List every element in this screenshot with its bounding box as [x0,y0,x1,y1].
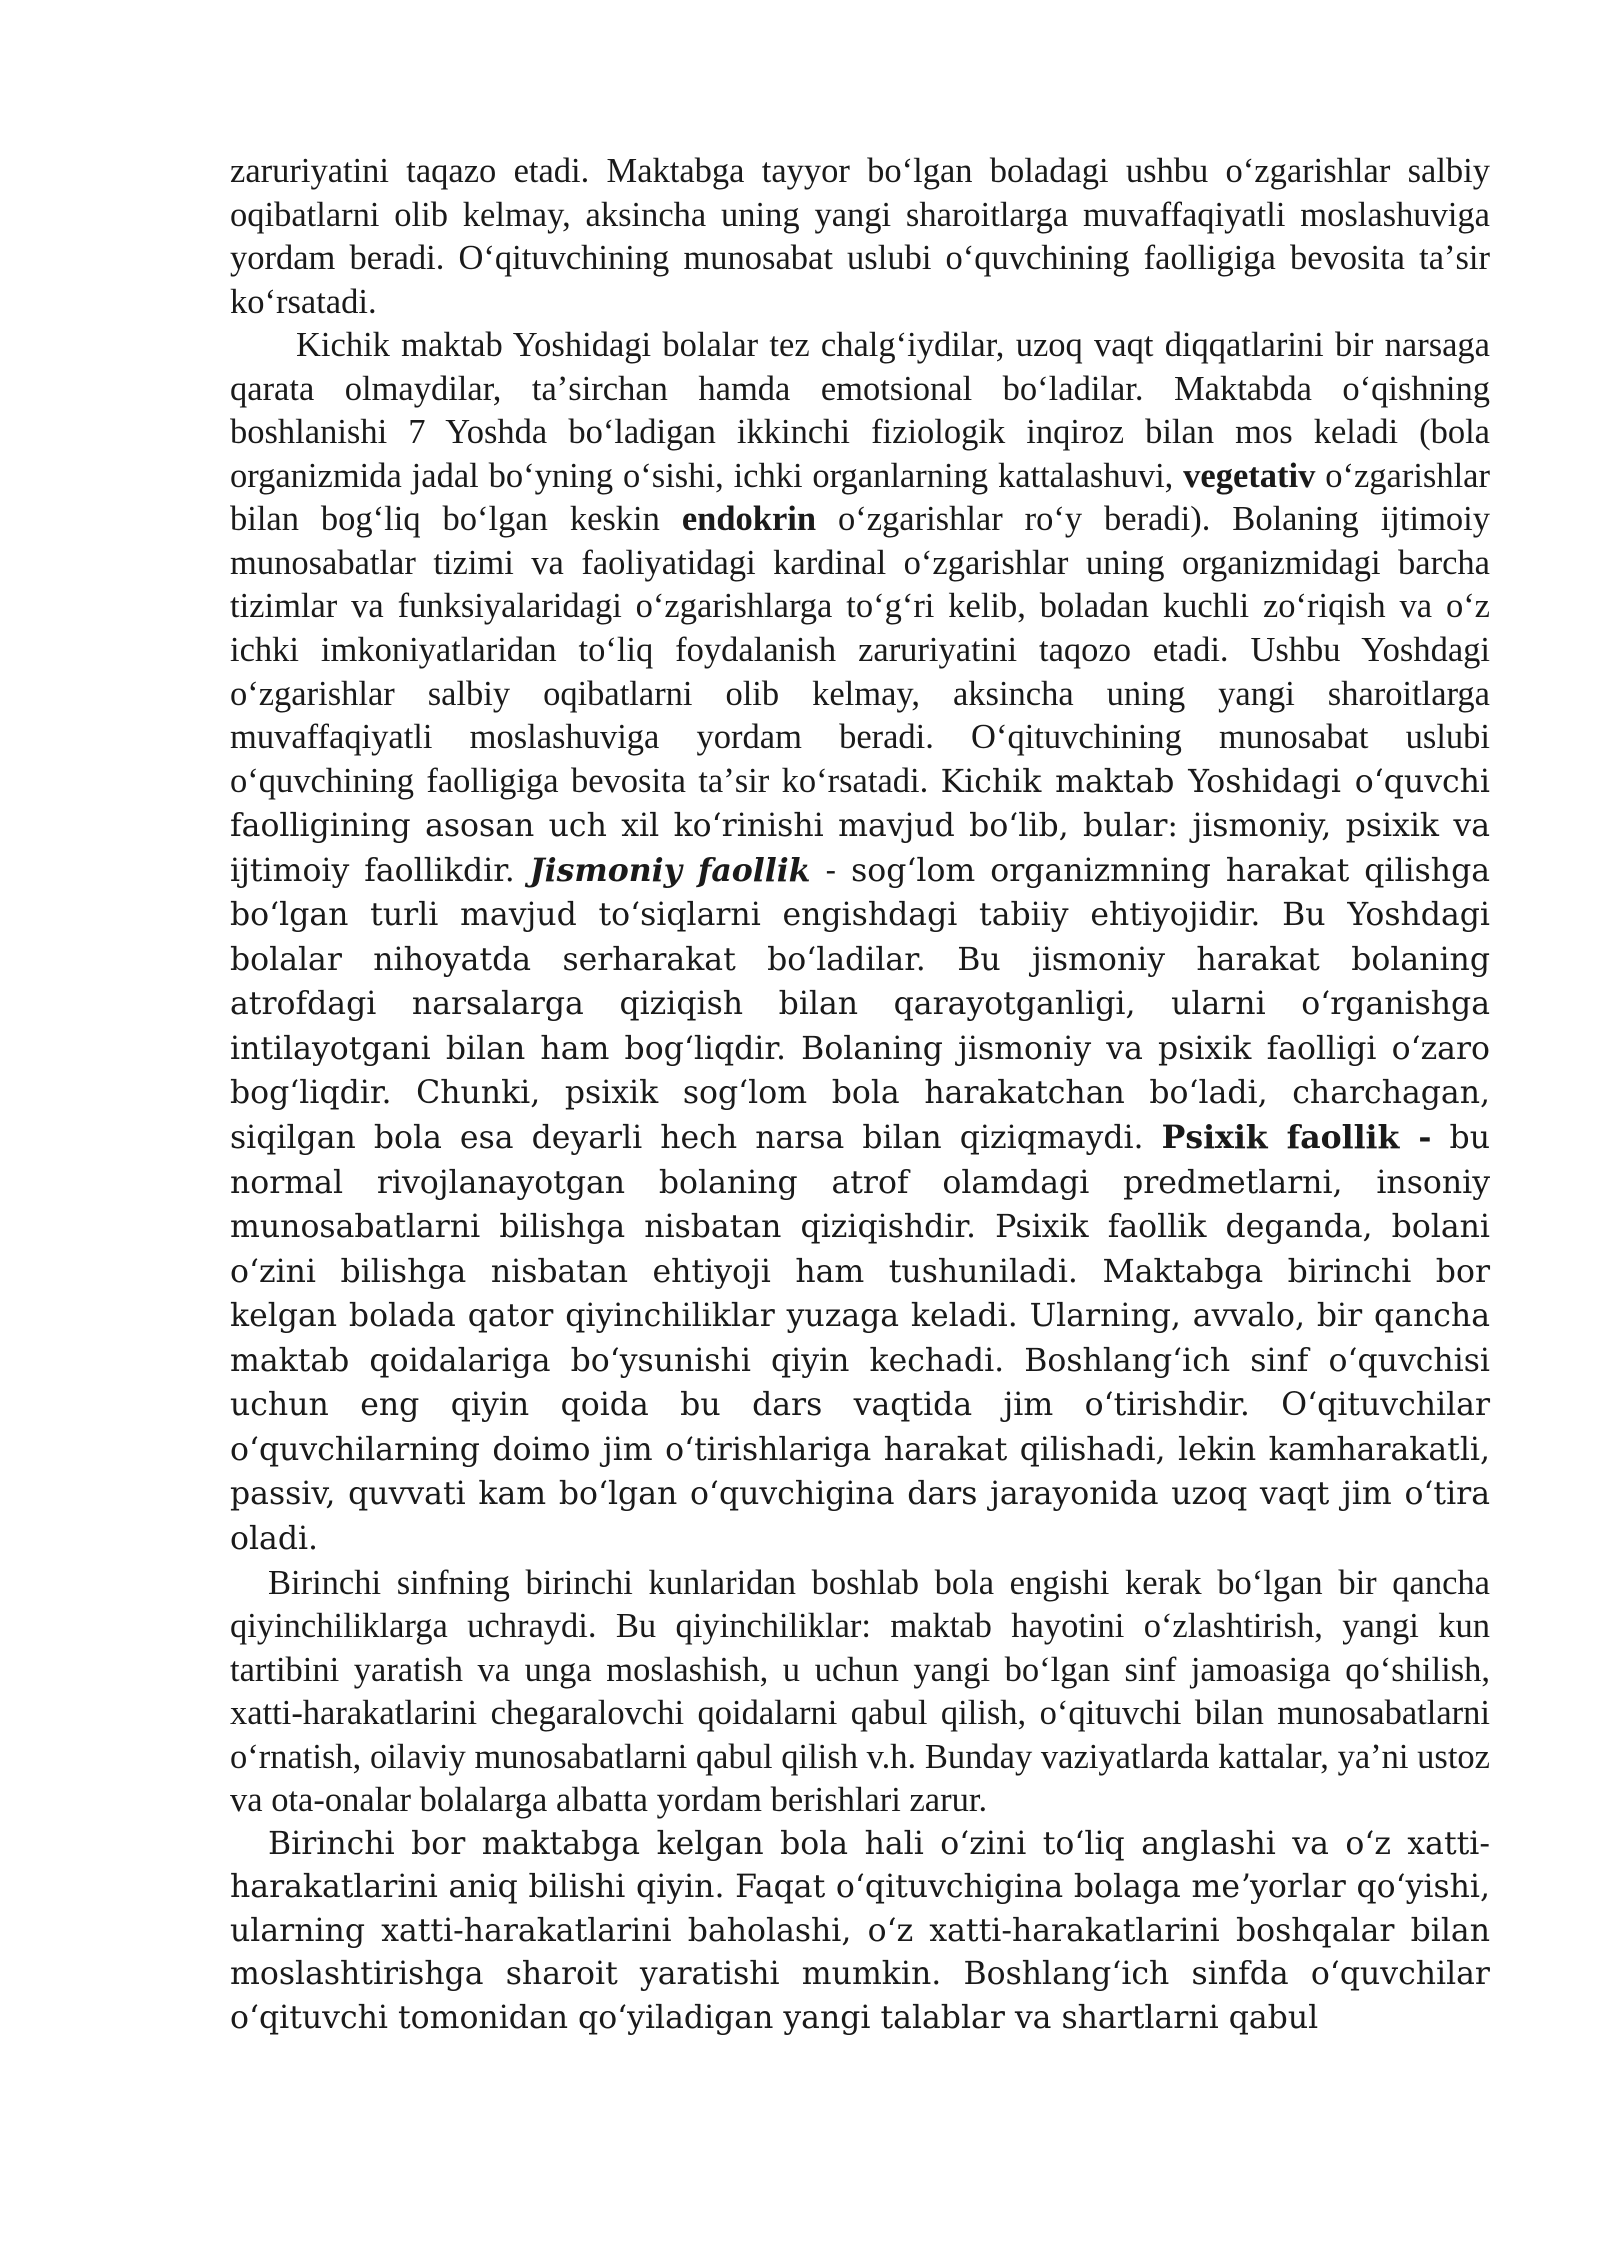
text-run: - sogʻlom organizmning harakat qilishga boʻlgan turli mavjud toʻsiqlarni engishdagi tabiiy ehtiyojidir. Bu Yoshdagi bolalar nihoyatda serharakat boʻladilar. Bu jismoniy harakat bolaning atrofdagi narsalarga qiziqish bilan qarayotganligi, ularni oʻrganishga intilayotgani bilan ham bogʻliqdir. Bolaning jismoniy va psixik faolligi oʻzaro bogʻliqdir. Chunki, psixik sogʻlom bola harakatchan boʻladi, charchagan, siqilgan bola esa deyarli hech narsa bilan qiziqmaydi. [230,852,1491,1157]
text-run-alt-font [230,764,1490,1557]
paragraph-1 [230,150,1490,324]
paragraph-3 [230,1562,1490,1823]
bold-term-vegetativ: vegetativ [1183,456,1316,495]
paragraph-4 [230,1823,1490,2041]
text-run: Birinchi bor maktabga kelgan bola hali oʻzini toʻliq anglashi va oʻz xatti-harakatlarini aniq bilishi qiyin. Faqat oʻqituvchigina bolaga meʼyorlar qoʻyishi, ularning xatti-harakatlarini baholashi, oʻz xatti-harakatlarini boshqalar bilan moslashtirishga sharoit yaratishi mumkin. Boshlangʻich sinfda oʻquvchilar oʻqituvchi tomonidan qoʻyiladigan yangi talablar va shartlarni qabul [230,1825,1490,2036]
text-run: Kichik maktab Yoshidagi oʻquvchi faolligining asosan uch xil koʻrinishi mavjud boʻlib, bular: jismoniy, psixik va ijtimoiy faollikdir. [230,763,1490,889]
term-psixik-faollik: Psixik faollik - [1161,1119,1432,1157]
document-page [230,150,1490,2041]
text-run: oʻzgarishlar bilan bogʻliq boʻlgan keskin [230,456,1490,539]
text-run: zaruriyatini taqazo etadi. Maktabga tayyor boʻlgan boladagi ushbu oʻzgarishlar salbiy oqibatlarni olib kelmay, aksincha uning yangi sharoitlarga muvaffaqiyatli moslashuviga yordam beradi. Oʻqituvchining munosabat uslubi oʻquvchining faolligiga bevosita taʼsir koʻrsatadi. [230,152,1490,321]
text-run: Birinchi sinfning birinchi kunlaridan boshlab bola engishi kerak boʻlgan bir qancha qiyinchiliklarga uchraydi. Bu qiyinchiliklar: maktab hayotini oʻzlashtirish, yangi kun tartibini yaratish va unga moslashish, u uchun yangi boʻlgan sinf jamoasiga qoʻshilish, xatti-harakatlarini chegaralovchi qoidalarni qabul qilish, oʻqituvchi bilan munosabatlarni oʻrnatish, oilaviy munosabatlarni qabul qilish v.h. Bunday vaziyatlarda kattalar, yaʼni ustoz va ota-onalar bolalarga albatta yordam berishlari zarur. [230,1563,1490,1820]
text-run: oʻzgarishlar roʻy beradi). Bolaning ijtimoiy munosabatlar tizimi va faoliyatidagi kardinal oʻzgarishlar uning organizmidagi barcha tizimlar va funksiyalaridagi oʻzgarishlarga toʻgʻri kelib, boladan kuchli zoʻriqish va oʻz ichki imkoniyatlaridan toʻliq foydalanish zaruriyatini taqozo etadi. Ushbu Yoshdagi oʻzgarishlar salbiy oqibatlarni olib kelmay, aksincha uning yangi sharoitlarga muvaffaqiyatli moslashuviga yordam beradi. Oʻqituvchining munosabat uslubi oʻquvchining faolligiga bevosita taʼsir koʻrsatadi. [230,500,1490,800]
bold-term-endokrin: endokrin [681,500,817,539]
text-run: bu normal rivojlanayotgan bolaning atrof olamdagi predmetlarni, insoniy munosabatlarni bilishga nisbatan qiziqishdir. Psixik faollik deganda, bolani oʻzini bilishga nisbatan ehtiyoji ham tushuniladi. Maktabga birinchi bor kelgan bolada qator qiyinchiliklar yuzaga keladi. Ularning, avvalo, bir qancha maktab qoidalariga boʻysunishi qiyin kechadi. Boshlangʻich sinf oʻquvchisi uchun eng qiyin qoida bu dars vaqtida jim oʻtirishdir. Oʻqituvchilar oʻquvchilarning doimo jim oʻtirishlariga harakat qilishadi, lekin kamharakatli, passiv, quvvati kam boʻlgan oʻquvchigina dars jarayonida uzoq vaqt jim oʻtira oladi. [230,1120,1490,1557]
term-jismoniy-faollik: Jismoniy faollik [529,851,811,889]
paragraph-2 [230,324,1490,1561]
text-run: Kichik maktab Yoshidagi bolalar tez chalgʻiydilar, uzoq vaqt diqqatlarini bir narsaga qarata olmaydilar, taʼsirchan hamda emotsional boʻladilar. Maktabda oʻqishning boshlanishi 7 Yoshda boʻladigan ikkinchi fiziologik inqiroz bilan mos keladi (bola organizmida jadal boʻyning oʻsishi, ichki organlarning kattalashuvi, [230,326,1490,495]
